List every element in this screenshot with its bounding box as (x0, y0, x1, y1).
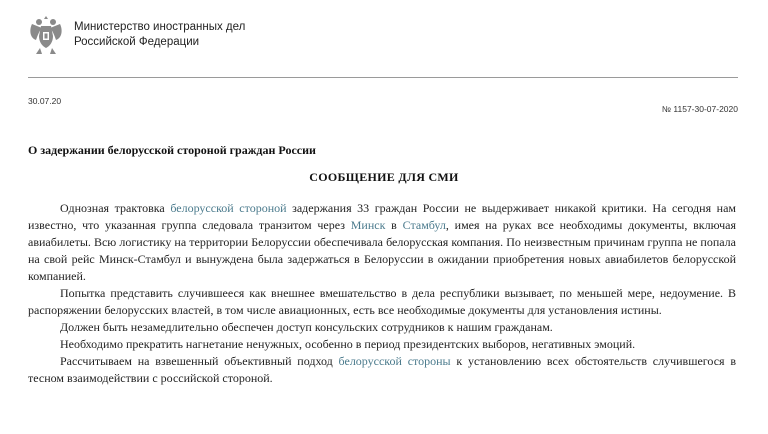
link-minsk[interactable]: Минск (350, 218, 386, 232)
paragraph-1-text-a: Однозная трактовка (60, 201, 171, 215)
paragraph-1-text-c: в (385, 218, 403, 232)
paragraph-1-text-d: , имея на руках все необходимы документы, включая авиабилеты. Всю логистику на территории Белоруссии обеспечивала белорусская компания. По неизвестным причинам группа не попала на свой рейс Минск-Стамбул и вынуждена была задержаться в Белоруссии в ожидании приобретения новых авиабилетов белорусской компанией. (28, 218, 737, 283)
paragraph-5 (28, 353, 736, 387)
link-istanbul[interactable]: Стамбул (402, 218, 446, 232)
ministry-name-line1: Министерство иностранных дел (74, 21, 246, 33)
paragraph-1 (28, 200, 736, 285)
paragraph-3: Должен быть незамедлительно обеспечен доступ консульских сотрудников к нашим гражданам. (60, 320, 553, 334)
paragraph-2: Попытка представить случившееся как внешнее вмешательство в дела республики вызывает, по меньшей мере, недоумение. В распоряжении белорусских властей, в том числе авиационных, есть все необходимые документы для установления истины. (28, 286, 736, 317)
header-divider (28, 77, 738, 78)
document-number: № 1157-30-07-2020 (661, 104, 738, 114)
header (28, 14, 245, 56)
ministry-name (74, 20, 245, 50)
paragraph-1-text-b: задержания 33 граждан России не выдерживает никакой критики. На сегодня нам известно, что указанная группа следовала транзитом через (28, 201, 736, 232)
paragraph-4: Необходимо прекратить нагнетание ненужных, особенно в период президентских выборов, негативных эмоций. (60, 337, 636, 351)
link-belarusian-side[interactable]: белорусской стороной (170, 201, 287, 215)
link-belarusian-side-2[interactable]: белорусской стороны (338, 354, 451, 368)
ministry-name-line2: Российской Федерации (74, 36, 200, 48)
publication-date: 30.07.20 (28, 96, 62, 106)
paragraph-5-text-b: к установлению всех обстоятельств случившегося в тесном взаимодействии с российской стороной. (28, 354, 736, 385)
article-subtitle: СООБЩЕНИЕ ДЛЯ СМИ (309, 170, 459, 184)
double-headed-eagle-icon (28, 14, 64, 56)
article-title: О задержании белорусской стороной граждан России (28, 143, 316, 157)
article-body (28, 200, 736, 387)
paragraph-5-text-a: Рассчитываем на взвешенный объективный подход (60, 354, 339, 368)
